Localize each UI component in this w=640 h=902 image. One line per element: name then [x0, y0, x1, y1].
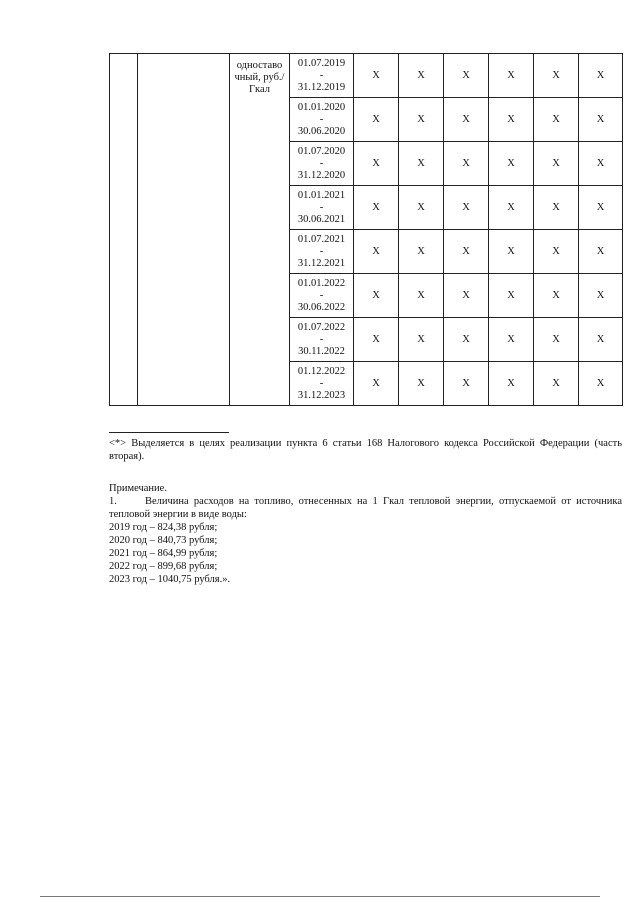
value-cell: X — [489, 362, 534, 406]
value-cell: X — [534, 318, 579, 362]
value-cell: X — [534, 98, 579, 142]
period-sep: - — [319, 289, 324, 301]
value-cell: X — [399, 362, 444, 406]
value-cell: X — [399, 54, 444, 98]
period-to: 31.12.2019 — [297, 81, 346, 93]
value-cell: X — [489, 230, 534, 274]
value-cell: X — [579, 186, 623, 230]
period-to: 31.12.2021 — [297, 257, 346, 269]
value-cell: X — [399, 274, 444, 318]
value-cell: X — [354, 230, 399, 274]
tariff-table — [109, 53, 623, 406]
period-to: 31.12.2020 — [297, 169, 346, 181]
period-sep: - — [319, 245, 324, 257]
value-cell: X — [534, 362, 579, 406]
period-cell — [290, 274, 354, 318]
period-sep: - — [319, 377, 324, 389]
value-cell: X — [579, 318, 623, 362]
note-item-text: Величина расходов на топливо, отнесенных на 1 Гкал тепловой энергии, отпускаемой от источника тепловой энергии в виде воды: — [109, 496, 622, 520]
page-bottom-line — [40, 896, 600, 897]
value-cell: X — [489, 98, 534, 142]
value-cell: X — [399, 186, 444, 230]
tariff-table-body — [110, 54, 623, 406]
value-cell: X — [444, 230, 489, 274]
period-to: 30.11.2022 — [298, 345, 345, 357]
value-cell: X — [534, 230, 579, 274]
table-row — [110, 54, 623, 98]
period-from: 01.07.2021 — [297, 233, 346, 245]
value-cell: X — [354, 274, 399, 318]
period-cell — [290, 362, 354, 406]
period-to: 31.12.2023 — [297, 389, 346, 401]
value-cell: X — [489, 318, 534, 362]
value-cell: X — [579, 54, 623, 98]
value-cell: X — [354, 186, 399, 230]
period-from: 01.07.2019 — [297, 57, 346, 69]
period-cell — [290, 186, 354, 230]
value-cell: X — [444, 54, 489, 98]
value-cell: X — [579, 98, 623, 142]
value-cell: X — [444, 98, 489, 142]
note-line: 2021 год – 864,99 рубля; — [109, 548, 218, 559]
value-cell: X — [399, 98, 444, 142]
value-cell: X — [579, 230, 623, 274]
period-cell — [290, 230, 354, 274]
value-cell: X — [579, 142, 623, 186]
period-cell — [290, 98, 354, 142]
value-cell: X — [354, 98, 399, 142]
value-cell: X — [399, 230, 444, 274]
note-title: Примечание. — [109, 483, 167, 494]
value-cell: X — [534, 54, 579, 98]
value-cell: X — [354, 142, 399, 186]
empty-cell-number — [110, 54, 138, 406]
value-cell: X — [354, 54, 399, 98]
footnote-separator — [109, 432, 229, 433]
period-sep: - — [319, 113, 324, 125]
value-cell: X — [579, 274, 623, 318]
value-cell: X — [444, 274, 489, 318]
value-cell: X — [444, 142, 489, 186]
period-from: 01.01.2021 — [297, 189, 346, 201]
footnote-text: <*> Выделяется в целях реализации пункта 6 статьи 168 Налогового кодекса Российской Федерации (часть вторая). — [109, 438, 622, 462]
period-sep: - — [319, 201, 324, 213]
value-cell: X — [534, 186, 579, 230]
note-item — [109, 495, 622, 521]
period-sep: - — [319, 333, 324, 345]
period-to: 30.06.2020 — [297, 125, 346, 137]
period-sep: - — [319, 157, 324, 169]
period-to: 30.06.2021 — [297, 213, 346, 225]
period-from: 01.01.2022 — [297, 277, 346, 289]
note-item-number: 1. — [109, 496, 117, 507]
value-cell: X — [444, 362, 489, 406]
note-line: 2020 год – 840,73 рубля; — [109, 535, 218, 546]
value-cell: X — [489, 274, 534, 318]
value-cell: X — [534, 274, 579, 318]
value-cell: X — [534, 142, 579, 186]
value-cell: X — [354, 362, 399, 406]
period-from: 01.07.2022 — [297, 321, 346, 333]
value-cell: X — [444, 318, 489, 362]
unit-cell: одноставо чный, руб./Гкал — [230, 54, 290, 406]
period-from: 01.07.2020 — [297, 145, 346, 157]
period-from: 01.01.2020 — [297, 101, 346, 113]
value-cell: X — [489, 54, 534, 98]
period-cell — [290, 318, 354, 362]
period-cell — [290, 54, 354, 98]
value-cell: X — [399, 142, 444, 186]
period-from: 01.12.2022 — [297, 365, 346, 377]
empty-cell-name — [138, 54, 230, 406]
value-cell: X — [354, 318, 399, 362]
value-cell: X — [579, 362, 623, 406]
value-cell: X — [489, 186, 534, 230]
period-sep: - — [319, 69, 324, 81]
note-line: 2019 год – 824,38 рубля; — [109, 522, 218, 533]
note-section — [109, 482, 622, 586]
note-line: 2022 год – 899,68 рубля; — [109, 561, 218, 572]
value-cell: X — [444, 186, 489, 230]
value-cell: X — [489, 142, 534, 186]
value-cell: X — [399, 318, 444, 362]
note-line: 2023 год – 1040,75 рубля.». — [109, 574, 231, 585]
period-cell — [290, 142, 354, 186]
period-to: 30.06.2022 — [297, 301, 346, 313]
